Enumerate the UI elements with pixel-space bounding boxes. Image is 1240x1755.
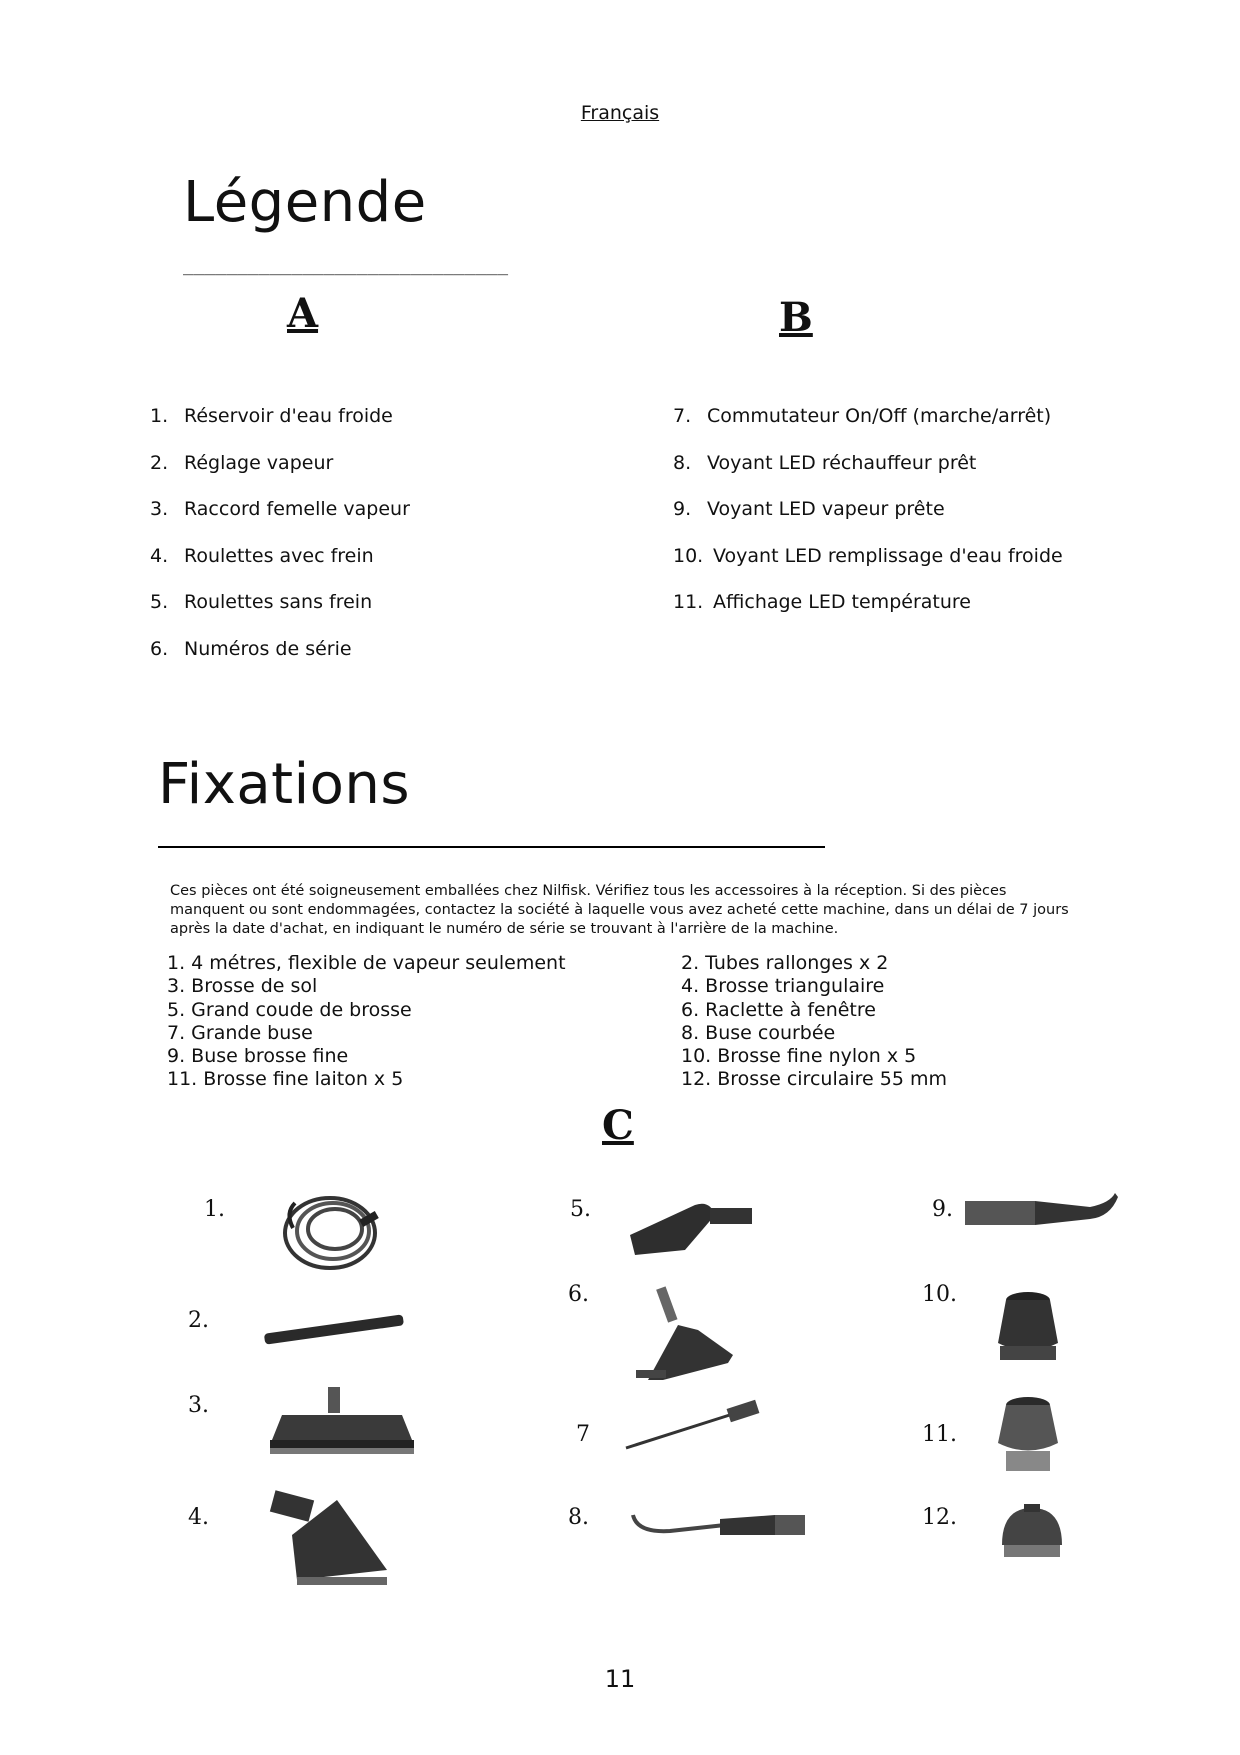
- list-item: 12. Brosse circulaire 55 mm: [681, 1068, 947, 1091]
- fixations-list-right: [681, 952, 947, 1092]
- part-label-10: 10.: [922, 1282, 957, 1307]
- legend-list-a: [150, 404, 410, 683]
- section-divider: [158, 846, 825, 848]
- list-item: 2. Réglage vapeur: [150, 451, 334, 474]
- floor-brush-icon: [262, 1385, 422, 1465]
- list-item: 3. Brosse de sol: [167, 975, 318, 998]
- part-label-2: 2.: [188, 1308, 209, 1333]
- column-c-label: C: [602, 1102, 634, 1149]
- part-label-1: 1.: [204, 1197, 225, 1222]
- steam-hose-icon: [275, 1183, 395, 1278]
- curved-nozzle-icon: [625, 1505, 810, 1550]
- column-a-label: A: [287, 290, 319, 337]
- language-label: Français: [580, 102, 660, 124]
- legend-dashed-rule: ______________________________: [183, 255, 509, 276]
- list-item: 10. Brosse fine nylon x 5: [681, 1045, 917, 1068]
- legend-list-b: [673, 404, 1063, 637]
- part-label-6: 6.: [568, 1282, 589, 1307]
- list-item: 9. Buse brosse fine: [167, 1045, 349, 1068]
- window-squeegee-icon: [628, 1285, 738, 1385]
- list-item: 10. Voyant LED remplissage d'eau froide: [673, 544, 1063, 567]
- list-item: 11. Affichage LED température: [673, 591, 971, 613]
- list-item: 4. Roulettes avec frein: [150, 544, 374, 567]
- large-nozzle-icon: [618, 1398, 763, 1453]
- part-label-9: 9.: [932, 1197, 953, 1222]
- part-label-11: 11.: [922, 1422, 957, 1447]
- part-label-5: 5.: [570, 1197, 591, 1222]
- list-item: 4. Brosse triangulaire: [681, 975, 885, 998]
- list-item: 7. Commutateur On/Off (marche/arrêt): [673, 405, 1052, 427]
- list-item: 9. Voyant LED vapeur prête: [673, 498, 945, 520]
- column-b-label: B: [779, 294, 813, 341]
- part-label-3: 3.: [188, 1393, 209, 1418]
- list-item: 3. Raccord femelle vapeur: [150, 498, 410, 520]
- list-item: 7. Grande buse: [167, 1021, 313, 1044]
- list-item: 5. Roulettes sans frein: [150, 591, 373, 613]
- page-number: 11: [604, 1665, 636, 1693]
- list-item: 5. Grand coude de brosse: [167, 998, 412, 1021]
- fine-brush-nozzle-icon: [960, 1185, 1120, 1240]
- brass-brush-icon: [988, 1393, 1068, 1483]
- part-label-12: 12.: [922, 1505, 957, 1530]
- part-label-7: 7: [576, 1422, 590, 1447]
- list-item: 1. 4 métres, flexible de vapeur seulement: [167, 952, 566, 974]
- part-label-8: 8.: [568, 1505, 589, 1530]
- list-item: 2. Tubes rallonges x 2: [681, 952, 889, 974]
- list-item: 8. Voyant LED réchauffeur prêt: [673, 451, 977, 474]
- nylon-brush-icon: [988, 1288, 1068, 1378]
- part-label-4: 4.: [188, 1505, 209, 1530]
- triangular-brush-icon: [262, 1485, 392, 1595]
- list-item: 1. Réservoir d'eau froide: [150, 405, 393, 427]
- list-item: 11. Brosse fine laiton x 5: [167, 1068, 404, 1091]
- legend-title: Légende: [183, 170, 427, 235]
- circular-brush-icon: [992, 1500, 1072, 1580]
- list-item: 6. Numéros de série: [150, 637, 352, 660]
- extension-tube-icon: [262, 1310, 407, 1350]
- fixations-list-left: [167, 952, 566, 1092]
- brush-elbow-icon: [625, 1190, 760, 1265]
- fixations-intro: Ces pièces ont été soigneusement emballées chez Nilfisk. Vérifiez tous les accessoires à la réception. Si des pièces manquent ou sont endommagées, contactez la société à laquelle vous avez acheté cette machine, dans un délai de 7 jours après la date d'achat, en indiquant le numéro de série se trouvant à l'arrière de la machine.: [170, 883, 1069, 937]
- list-item: 8. Buse courbée: [681, 1021, 836, 1044]
- fixations-title: Fixations: [158, 752, 411, 817]
- list-item: 6. Raclette à fenêtre: [681, 998, 876, 1021]
